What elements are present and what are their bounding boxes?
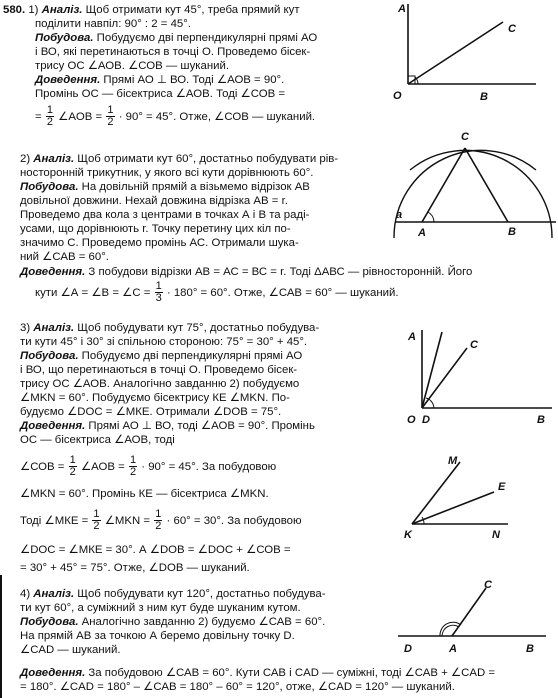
ray-od	[422, 332, 442, 408]
problem-4-line-2: ти кут 60°, а суміжний з ним кут буде шуканим кутом.	[20, 602, 301, 614]
problem-1-line-5: трису ОС ∠АОВ. ∠СОВ — шуканий.	[35, 60, 230, 72]
problem-number: 580.	[3, 4, 26, 16]
label-a: A	[398, 3, 406, 15]
figure-angle-45	[378, 0, 558, 110]
angle-arc	[430, 400, 434, 408]
figure-angle-75	[392, 326, 558, 426]
problem-4-line-3: Побудова. Аналогічно завданню 2) будуємо ∠САВ = 60°.	[20, 616, 326, 628]
label-a: A	[408, 331, 416, 343]
problem-2-line-9: Доведення. З побудови відрізки АВ = АС = ВС = r. Тоді ΔАВС — рівносторонній. Його	[20, 266, 473, 278]
problem-4-line-5: ∠CAD — шуканий.	[20, 644, 121, 656]
problem-4-line-6: Доведення. За побудовою ∠САВ = 60°. Кути САВ і CAD — суміжні, тоді ∠САВ + ∠CAD =	[20, 667, 495, 679]
problem-3-line-13: ∠DOC = ∠МКЕ = 30°. А ∠DOB = ∠DOC + ∠СОВ =	[20, 544, 291, 556]
problem-2-line-6: усами, що дорівнюють r. Точку перетину цих кіл по-	[20, 223, 291, 235]
problem-3-line-5: трису ОС ∠АОВ. Аналогічно завданню 2) побудуємо	[20, 378, 300, 390]
label-c: C	[461, 131, 469, 143]
problem-1-line-8: = $\frac{1}{2}$ ∠AOB = $\frac{1}{2}$ · 90° = 45°. Отже, ∠СОВ — шуканий.	[35, 104, 316, 129]
label-o: O	[407, 414, 416, 426]
problem-2-line-4: довільної довжини. Нехай довжина відрізка АВ = r.	[20, 195, 288, 207]
label-e: E	[498, 481, 506, 493]
figure-angle-120	[392, 574, 558, 656]
problem-3-line-1: 3) Аналіз. Щоб побудувати кут 75°, достатньо побудува-	[20, 322, 320, 334]
problem-3-line-12: Тоді ∠МКЕ = $\frac{1}{2}$ ∠MKN = $\frac{1}{2}$ · 60° = 30°. За побудовою	[20, 508, 302, 533]
label-b: B	[537, 414, 545, 426]
problem-2-line-7: значимо С. Проведемо промінь АС. Отримали шука-	[20, 237, 299, 249]
ray-oc	[408, 22, 503, 84]
label-c: C	[508, 23, 516, 35]
problem-4-line-4: На прямій АВ за точкою А беремо довільну точку D.	[20, 630, 295, 642]
label-a: A	[418, 227, 426, 239]
label-a: A	[449, 643, 457, 655]
problem-2-line-3: Побудова. На довільній прямій а візьмемо відрізок АВ	[20, 181, 310, 193]
problem-2-line-8: ний ∠САВ = 60°.	[20, 251, 109, 263]
problem-3-line-14: = 30° + 45° = 75°. Отже, ∠DOB — шуканий.	[20, 562, 250, 574]
fraction-one-half: $\frac{1}{2}$	[93, 508, 100, 533]
figure-angle-mkn	[388, 448, 558, 544]
label-b: B	[508, 226, 516, 238]
problem-3-line-3: Побудова. Побудуємо дві перпендикулярні прямі АО	[20, 350, 303, 362]
problem-2-line-10: кути ∠А = ∠В = ∠С = $\frac{1}{3}$ · 180° = 60°. Отже, ∠САВ = 60° — шуканий.	[35, 280, 399, 305]
problem-3-line-2: ти кути 45° і 30° зі спільною стороною: 75° = 30° + 45°.	[20, 336, 308, 348]
label-k: K	[404, 529, 412, 541]
problem-2-line-2: носторонній трикутник, у якого всі кути дорівнюють 60°.	[20, 167, 314, 179]
left-margin-rule	[0, 575, 2, 698]
label-d: D	[404, 643, 412, 655]
problem-1-line-4: і ВО, які перетинаються в точці О. Проведемо бісек-	[35, 46, 311, 58]
problem-3-line-11: ∠MKN = 60°. Промінь КЕ — бісектриса ∠MKN.	[20, 488, 269, 500]
label-c: C	[484, 579, 492, 591]
problem-1-line-2: поділити навпіл: 90° : 2 = 45°.	[35, 18, 191, 30]
label-b: B	[480, 91, 488, 103]
fraction-one-third: $\frac{1}{3}$	[155, 280, 162, 305]
problem-1-line-7: Промінь ОС — бісектриса ∠АОВ. Тоді ∠СОВ =	[35, 88, 286, 100]
problem-4-line-1: 4) Аналіз. Щоб побудувати кут 120°, достатньо побудува-	[20, 588, 326, 600]
problem-3-line-7: будуємо ∠DOC = ∠МКЕ. Отримали ∠DOB = 75°.	[20, 406, 282, 418]
ray-ac	[452, 588, 486, 636]
label-d: D	[422, 414, 430, 426]
fraction-one-half: $\frac{1}{2}$	[46, 104, 53, 129]
figure-equilateral-triangle	[388, 128, 558, 240]
label-o: O	[393, 90, 402, 102]
fraction-one-half: $\frac{1}{2}$	[129, 454, 137, 479]
problem-1-line-3: Побудова. Побудуємо дві перпендикулярні прямі АО	[35, 32, 318, 44]
circle-arc-b	[410, 150, 552, 238]
problem-1-line-6: Доведення. Прямі АО ⊥ ВО. Тоді ∠АОВ = 90°.	[35, 74, 285, 86]
angle-arc	[428, 212, 434, 222]
label-a-line: a	[396, 209, 403, 221]
problem-3-line-10: ∠СОВ = $\frac{1}{2}$ ∠АОВ = $\frac{1}{2}$ · 90° = 45°. За побудовою	[20, 454, 277, 479]
fraction-one-half: $\frac{1}{2}$	[107, 104, 114, 129]
label-c: C	[470, 339, 478, 351]
fraction-one-half: $\frac{1}{2}$	[69, 454, 76, 479]
label-n: N	[492, 529, 500, 541]
problem-3-line-4: і ВО, що перетинаються в точці О. Проведемо бісек-	[20, 364, 298, 376]
problem-2-line-5: Проведемо два кола з центрами в точках А і В та раді-	[20, 209, 310, 221]
problem-1-line-1: 580. 1) Аналіз. Щоб отримати кут 45°, треба прямий кут	[3, 4, 300, 16]
label-b: B	[526, 643, 534, 655]
label-m: M	[448, 455, 458, 467]
problem-3-line-8: Доведення. Прямі АО ⊥ ВО, тоді ∠АОВ = 90°. Промінь	[20, 420, 315, 432]
problem-3-line-6: ∠MKN = 60°. Побудуємо бісектрису КЕ ∠MKN. По-	[20, 392, 290, 404]
problem-4-line-7: = 180°. ∠CAD = 180° – ∠САВ = 180° – 60° = 120°, отже, ∠CAD = 120° — шуканий.	[20, 681, 455, 693]
circle-arc-a	[394, 150, 536, 238]
fraction-one-half: $\frac{1}{2}$	[155, 508, 162, 533]
problem-2-line-1: 2) Аналіз. Щоб отримати кут 60°, достатньо побудувати рів-	[20, 153, 339, 165]
problem-3-line-9: ОС — бісектриса ∠АОВ, тоді	[20, 434, 175, 446]
